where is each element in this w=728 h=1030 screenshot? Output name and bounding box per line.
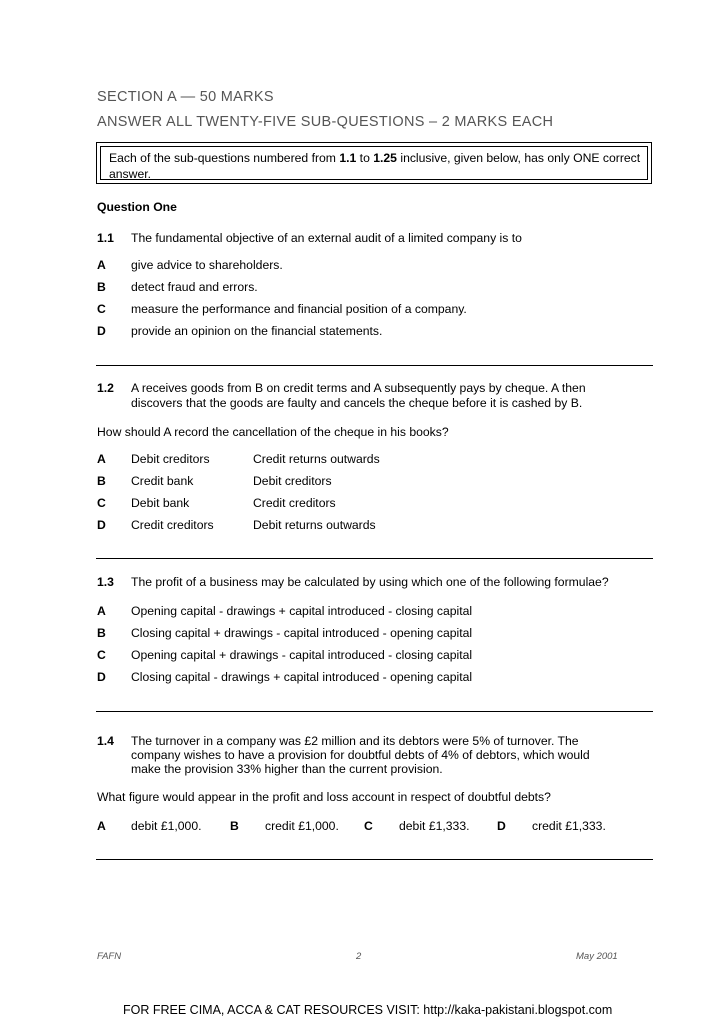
q1-2-text-line-2: discovers that the goods are faulty and cancels the cheque before it is cashed by B.	[131, 396, 583, 410]
q1-1-option-letter: C	[97, 302, 106, 316]
notice-mid: to	[356, 151, 374, 165]
notice-box-inner	[100, 146, 648, 180]
q1-4-text-line-2: company wishes to have a provision for doubtful debts of 4% of debtors, which would	[131, 748, 590, 762]
q1-4-option-letter: D	[497, 819, 506, 833]
q1-2-option-debit: Credit bank	[131, 474, 194, 488]
q1-4-text-line-3: make the provision 33% higher than the current provision.	[131, 762, 443, 776]
q1-3-option-text: Closing capital - drawings + capital introduced - opening capital	[131, 670, 473, 684]
footer-date: May 2001	[576, 951, 618, 962]
q1-2-option-debit: Credit creditors	[131, 518, 214, 532]
divider	[96, 365, 653, 366]
q1-1-number: 1.1	[97, 231, 114, 245]
q1-1-option-text: provide an opinion on the financial statements.	[131, 324, 383, 338]
q1-4-option-letter: A	[97, 819, 106, 833]
footer-code: FAFN	[97, 951, 122, 962]
q1-4-option-text: debit £1,000.	[131, 819, 202, 833]
q1-3-option-text: Opening capital - drawings + capital introduced - closing capital	[131, 604, 473, 618]
q1-2-option-letter: A	[97, 452, 106, 466]
divider	[96, 558, 653, 559]
question-title: Question One	[97, 200, 177, 214]
q1-2-option-letter: D	[97, 518, 106, 532]
q1-4-text-line-1: The turnover in a company was £2 million and its debtors were 5% of turnover. The	[131, 734, 579, 748]
q1-1-option-letter: D	[97, 324, 106, 338]
q1-2-option-credit: Debit returns outwards	[253, 518, 376, 532]
q1-2-option-letter: C	[97, 496, 106, 510]
q1-2-option-credit: Credit creditors	[253, 496, 336, 510]
q1-2-number: 1.2	[97, 381, 114, 395]
q1-2-text-line-1: A receives goods from B on credit terms and A subsequently pays by cheque. A then	[131, 381, 586, 395]
q1-3-option-letter: A	[97, 604, 106, 618]
q1-2-prompt: How should A record the cancellation of the cheque in his books?	[97, 425, 449, 439]
section-heading: SECTION A — 50 MARKS	[97, 89, 274, 105]
q1-4-prompt: What figure would appear in the profit and loss account in respect of doubtful debts?	[97, 790, 551, 804]
q1-1-option-letter: B	[97, 280, 106, 294]
q1-3-option-letter: C	[97, 648, 106, 662]
divider	[96, 859, 653, 860]
q1-1-option-text: measure the performance and financial position of a company.	[131, 302, 467, 316]
instruction-heading: ANSWER ALL TWENTY-FIVE SUB-QUESTIONS – 2 MARKS EACH	[97, 114, 554, 130]
notice-box	[96, 142, 652, 184]
q1-4-option-letter: C	[364, 819, 373, 833]
q1-2-option-debit: Debit creditors	[131, 452, 210, 466]
q1-4-option-text: debit £1,333.	[399, 819, 470, 833]
q1-2-option-credit: Credit returns outwards	[253, 452, 380, 466]
notice-line-1	[109, 150, 639, 166]
q1-3-number: 1.3	[97, 575, 114, 589]
resources-banner: FOR FREE CIMA, ACCA & CAT RESOURCES VISIT: http://kaka-pakistani.blogspot.com	[123, 1003, 613, 1017]
q1-2-option-letter: B	[97, 474, 106, 488]
q1-1-option-text: give advice to shareholders.	[131, 258, 283, 272]
notice-post: inclusive, given below, has only ONE correct	[396, 151, 641, 165]
notice-from: 1.1	[339, 151, 357, 165]
q1-3-option-letter: D	[97, 670, 106, 684]
notice-to: 1.25	[373, 151, 397, 165]
notice-pre: Each of the sub-questions numbered from	[109, 151, 340, 165]
notice-line-2: answer.	[109, 167, 152, 181]
q1-4-number: 1.4	[97, 734, 114, 748]
q1-2-option-debit: Debit bank	[131, 496, 190, 510]
q1-2-option-credit: Debit creditors	[253, 474, 332, 488]
divider	[96, 711, 653, 712]
q1-4-option-letter: B	[230, 819, 239, 833]
q1-3-text: The profit of a business may be calculated by using which one of the following formulae?	[131, 575, 609, 589]
page-number: 2	[356, 951, 362, 962]
q1-3-option-text: Opening capital + drawings - capital introduced - closing capital	[131, 648, 473, 662]
q1-3-option-letter: B	[97, 626, 106, 640]
q1-1-option-text: detect fraud and errors.	[131, 280, 258, 294]
q1-1-text: The fundamental objective of an external audit of a limited company is to	[131, 231, 522, 245]
q1-1-option-letter: A	[97, 258, 106, 272]
q1-4-option-text: credit £1,000.	[265, 819, 339, 833]
q1-4-option-text: credit £1,333.	[532, 819, 606, 833]
q1-3-option-text: Closing capital + drawings - capital introduced - opening capital	[131, 626, 473, 640]
